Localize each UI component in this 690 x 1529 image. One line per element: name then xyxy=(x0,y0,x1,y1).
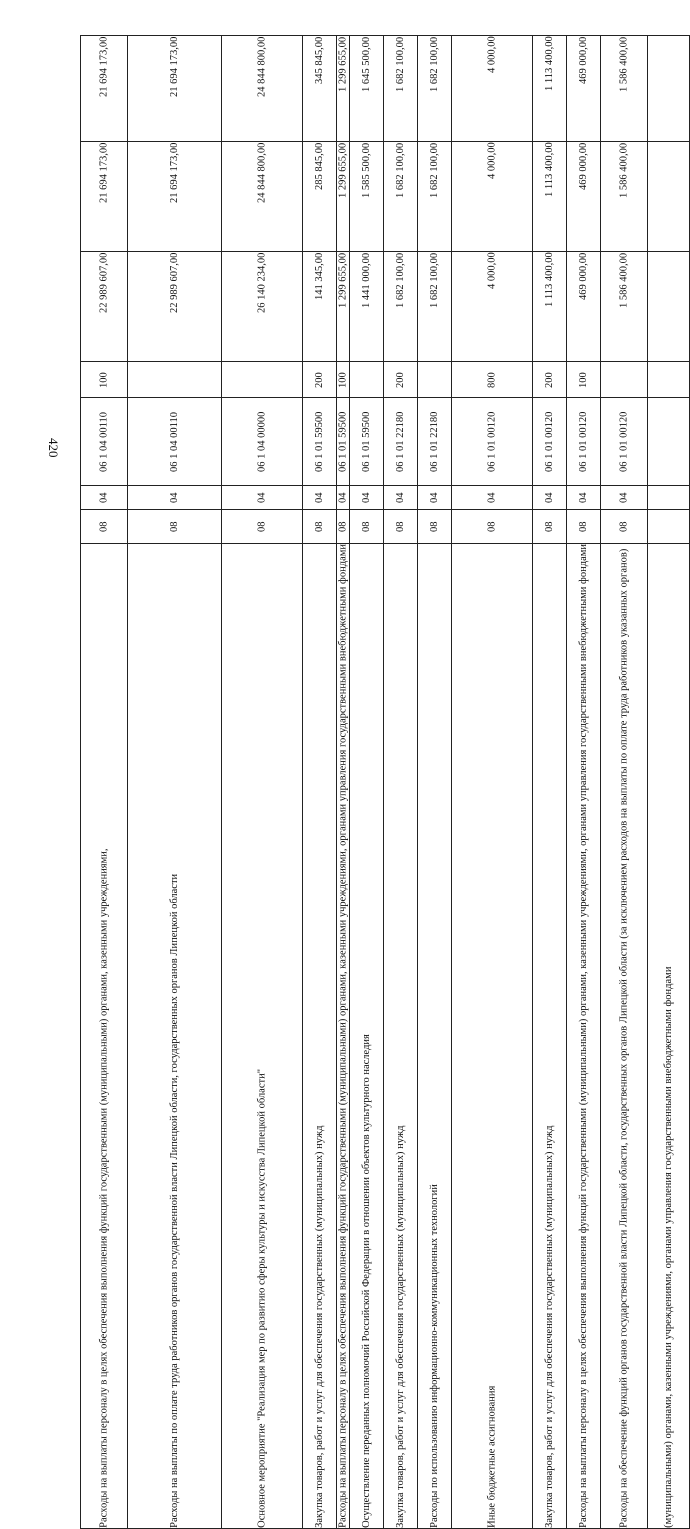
section-cell: 08 xyxy=(222,510,303,544)
amount-year3-cell: 1 113 400,00 xyxy=(533,36,567,142)
expense-type-cell xyxy=(350,362,384,398)
amount-year3-cell: 345 845,00 xyxy=(303,36,337,142)
amount-year2-cell: 21 694 173,00 xyxy=(81,142,128,252)
expense-type-cell: 800 xyxy=(452,362,533,398)
page-number-container xyxy=(43,440,63,470)
subsection-cell: 04 xyxy=(222,486,303,510)
subsection-cell: 04 xyxy=(128,486,222,510)
amount-year1-cell: 4 000,00 xyxy=(452,252,533,362)
amount-year2-cell: 1 113 400,00 xyxy=(533,142,567,252)
subsection-cell: 04 xyxy=(567,486,601,510)
description-cell: Закупка товаров, работ и услуг для обеспечения государственных (муниципальных) нужд xyxy=(303,544,337,1529)
section-cell: 08 xyxy=(452,510,533,544)
section-cell: 08 xyxy=(418,510,452,544)
target-article-cell: 06 1 01 22180 xyxy=(384,398,418,486)
amount-year1-cell: 1 586 400,00 xyxy=(601,252,648,362)
amount-year3-cell: 21 694 173,00 xyxy=(128,36,222,142)
section-cell: 08 xyxy=(601,510,648,544)
target-article-cell: 06 1 01 59500 xyxy=(337,398,350,486)
amount-year1-cell: 1 682 100,00 xyxy=(384,252,418,362)
description-cell: (муниципальными) органами, казенными учреждениями, органами управления государственными внебюджетными фондами xyxy=(648,544,690,1529)
subsection-cell: 04 xyxy=(303,486,337,510)
description-cell: Расходы по использованию информационно-коммуникационных технологий xyxy=(418,544,452,1529)
amount-year2-cell: 24 844 800,00 xyxy=(222,142,303,252)
table-row xyxy=(81,142,690,252)
table-row xyxy=(81,398,690,486)
subsection-cell xyxy=(648,486,690,510)
amount-year1-cell: 1 113 400,00 xyxy=(533,252,567,362)
section-cell: 08 xyxy=(384,510,418,544)
amount-year3-cell: 21 694 173,00 xyxy=(81,36,128,142)
table-row xyxy=(81,362,690,398)
table-row xyxy=(81,252,690,362)
amount-year3-cell: 4 000,00 xyxy=(452,36,533,142)
amount-year2-cell xyxy=(648,142,690,252)
target-article-cell: 06 1 04 00110 xyxy=(128,398,222,486)
amount-year1-cell: 1 441 000,00 xyxy=(350,252,384,362)
amount-year1-cell: 1 682 100,00 xyxy=(418,252,452,362)
subsection-cell: 04 xyxy=(418,486,452,510)
subsection-cell: 04 xyxy=(337,486,350,510)
subsection-cell: 04 xyxy=(350,486,384,510)
expense-type-cell xyxy=(648,362,690,398)
amount-year1-cell: 1 299 655,00 xyxy=(337,252,350,362)
target-article-cell: 06 1 04 00110 xyxy=(81,398,128,486)
table-row xyxy=(81,544,690,1529)
amount-year2-cell: 4 000,00 xyxy=(452,142,533,252)
table-row xyxy=(81,510,690,544)
amount-year3-cell xyxy=(648,36,690,142)
amount-year3-cell: 1 299 655,00 xyxy=(337,36,350,142)
amount-year3-cell: 24 844 800,00 xyxy=(222,36,303,142)
amount-year2-cell: 469 000,00 xyxy=(567,142,601,252)
table-row xyxy=(81,486,690,510)
target-article-cell xyxy=(648,398,690,486)
amount-year3-cell: 469 000,00 xyxy=(567,36,601,142)
budget-table-body xyxy=(81,36,690,1529)
amount-year1-cell: 22 989 607,00 xyxy=(81,252,128,362)
description-cell: Расходы на выплаты персоналу в целях обеспечения выполнения функций государственными (муниципальными) органами, казенными учреждениями, органами управления государственными внебюджетными фондами xyxy=(567,544,601,1529)
subsection-cell: 04 xyxy=(452,486,533,510)
page-number: 420 xyxy=(46,438,61,458)
subsection-cell: 04 xyxy=(384,486,418,510)
expense-type-cell xyxy=(601,362,648,398)
section-cell: 08 xyxy=(350,510,384,544)
expense-type-cell: 200 xyxy=(533,362,567,398)
amount-year1-cell: 469 000,00 xyxy=(567,252,601,362)
description-cell: Расходы на выплаты персоналу в целях обеспечения выполнения функций государственными (муниципальными) органами, казенными учреждениями, органами управления государственными внебюджетными фондами xyxy=(337,544,348,1528)
target-article-cell: 06 1 01 00120 xyxy=(601,398,648,486)
subsection-cell: 04 xyxy=(81,486,128,510)
amount-year2-cell: 1 299 655,00 xyxy=(337,142,350,252)
amount-year1-cell: 22 989 607,00 xyxy=(128,252,222,362)
target-article-cell: 06 1 01 59500 xyxy=(303,398,337,486)
amount-year1-cell: 26 140 234,00 xyxy=(222,252,303,362)
section-cell xyxy=(648,510,690,544)
expense-type-cell: 100 xyxy=(337,362,350,398)
amount-year2-cell: 1 682 100,00 xyxy=(418,142,452,252)
description-cell: Основное мероприятие "Реализация мер по развитию сферы культуры и искусства Липецкой области" xyxy=(222,544,303,1529)
target-article-cell: 06 1 01 59500 xyxy=(350,398,384,486)
section-cell: 08 xyxy=(337,510,350,544)
target-article-cell: 06 1 01 00120 xyxy=(567,398,601,486)
amount-year1-cell xyxy=(648,252,690,362)
expense-type-cell xyxy=(418,362,452,398)
expense-type-cell: 100 xyxy=(567,362,601,398)
amount-year3-cell: 1 682 100,00 xyxy=(384,36,418,142)
amount-year2-cell: 1 682 100,00 xyxy=(384,142,418,252)
section-cell: 08 xyxy=(533,510,567,544)
section-cell: 08 xyxy=(128,510,222,544)
table-row xyxy=(81,36,690,142)
target-article-cell: 06 1 01 00120 xyxy=(452,398,533,486)
section-cell: 08 xyxy=(81,510,128,544)
description-cell: Расходы на выплаты по оплате труда работников органов государственной власти Липецкой области, государственных органов Липецкой области xyxy=(128,544,222,1529)
amount-year2-cell: 1 586 400,00 xyxy=(601,142,648,252)
budget-table xyxy=(80,35,690,1529)
description-cell: Расходы на выплаты персоналу в целях обеспечения выполнения функций государственными (муниципальными) органами, казенными учреждениями, xyxy=(81,544,128,1529)
amount-year1-cell: 141 345,00 xyxy=(303,252,337,362)
subsection-cell: 04 xyxy=(533,486,567,510)
expense-type-cell: 200 xyxy=(384,362,418,398)
description-cell: Закупка товаров, работ и услуг для обеспечения государственных (муниципальных) нужд xyxy=(384,544,418,1529)
section-cell: 08 xyxy=(567,510,601,544)
description-cell: Иные бюджетные ассигнования xyxy=(452,544,533,1529)
expense-type-cell xyxy=(222,362,303,398)
amount-year2-cell: 21 694 173,00 xyxy=(128,142,222,252)
section-cell: 08 xyxy=(303,510,337,544)
amount-year3-cell: 1 682 100,00 xyxy=(418,36,452,142)
target-article-cell: 06 1 01 00120 xyxy=(533,398,567,486)
target-article-cell: 06 1 04 00000 xyxy=(222,398,303,486)
rotated-budget-table-container xyxy=(80,35,690,1529)
amount-year2-cell: 285 845,00 xyxy=(303,142,337,252)
expense-type-cell xyxy=(128,362,222,398)
expense-type-cell: 100 xyxy=(81,362,128,398)
description-cell: Осуществление переданных полномочий Российской Федерации в отношении объектов культурного наследия xyxy=(350,544,384,1529)
amount-year2-cell: 1 585 500,00 xyxy=(350,142,384,252)
amount-year3-cell: 1 645 500,00 xyxy=(350,36,384,142)
subsection-cell: 04 xyxy=(601,486,648,510)
description-cell: Закупка товаров, работ и услуг для обеспечения государственных (муниципальных) нужд xyxy=(533,544,567,1529)
target-article-cell: 06 1 01 22180 xyxy=(418,398,452,486)
expense-type-cell: 200 xyxy=(303,362,337,398)
amount-year3-cell: 1 586 400,00 xyxy=(601,36,648,142)
description-cell: Расходы на обеспечение функций органов государственной власти Липецкой области, государственных органов Липецкой области (за исключением расходов на выплаты по оплате труда работников указанных органов) xyxy=(601,544,648,1529)
